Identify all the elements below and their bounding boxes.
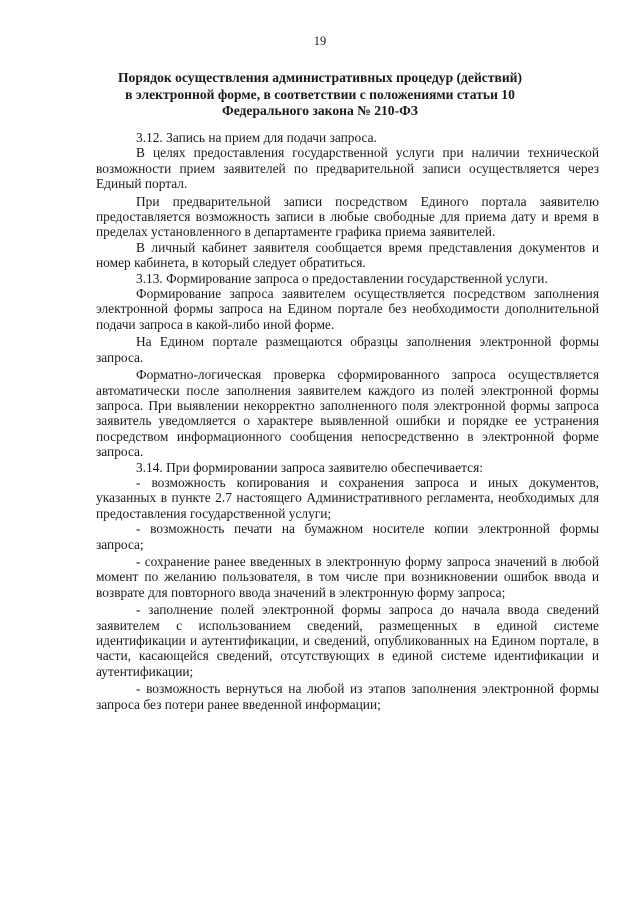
paragraph: - заполнение полей электронной формы запроса до начала ввода сведений заявителем с использованием сведений, размещенных в единой системе идентификации и аутентификации, и сведений, опубликованных на Едином портале, в части, касающейся сведений, отсутствующих в единой системе идентификации и аутентификации; — [96, 602, 599, 679]
paragraph: При предварительной записи посредством Единого портала заявителю предоставляется возможность записи в любые свободные для приема дату и время в пределах установленного в департаменте графика приема заявителей. — [96, 193, 599, 240]
paragraph: - возможность печати на бумажном носителе копии электронной формы запроса; — [96, 521, 599, 552]
page-number: 19 — [313, 34, 327, 48]
paragraph: В целях предоставления государственной услуги при наличии технической возможности прием заявителей по предварительной записи осуществляется через Единый портал. — [96, 145, 599, 192]
paragraph: В личный кабинет заявителя сообщается время представления документов и номер кабинета, в который следует обратиться. — [96, 239, 599, 271]
paragraph: 3.13. Формирование запроса о предоставлении государственной услуги. — [136, 270, 548, 286]
paragraph: На Едином портале размещаются образцы заполнения электронной формы запроса. — [96, 334, 599, 365]
paragraph: Форматно-логическая проверка сформированного запроса осуществляется автоматически после заполнения заявителем каждого из полей электронной формы запроса. При выявлении некорректно заполненного поля электронной формы запроса заявитель уведомляется о характере выявленной ошибки и порядке ее устранения посредством информационного сообщения непосредственно в электронной форме запроса. — [96, 367, 599, 460]
heading-line: Порядок осуществления административных процедур (действий) — [117, 70, 523, 85]
document-body — [96, 130, 599, 712]
paragraph: 3.12. Запись на прием для подачи запроса. — [136, 130, 377, 145]
paragraph: 3.14. При формировании запроса заявителю обеспечивается: — [136, 459, 483, 475]
heading-line: Федерального закона № 210-ФЗ — [222, 103, 418, 118]
paragraph: - возможность вернуться на любой из этапов заполнения электронной формы запроса без потери ранее введенной информации; — [96, 681, 599, 712]
section-heading — [100, 70, 540, 120]
paragraph: Формирование запроса заявителем осуществляется посредством заполнения электронной формы запроса на Едином портале без необходимости дополнительной подачи запроса в какой-либо иной форме. — [96, 286, 599, 332]
paragraph: - сохранение ранее введенных в электронную форму запроса значений в любой момент по желанию пользователя, в том числе при возникновении ошибок ввода и возврате для повторного ввода значений в электронную форму запроса; — [96, 553, 599, 600]
paragraph: - возможность копирования и сохранения запроса и иных документов, указанных в пункте 2.7 настоящего Административного регламента, необходимых для предоставления государственной услуги; — [96, 474, 599, 521]
heading-line: в электронной форме, в соответствии с положениями статьи 10 — [125, 86, 515, 102]
